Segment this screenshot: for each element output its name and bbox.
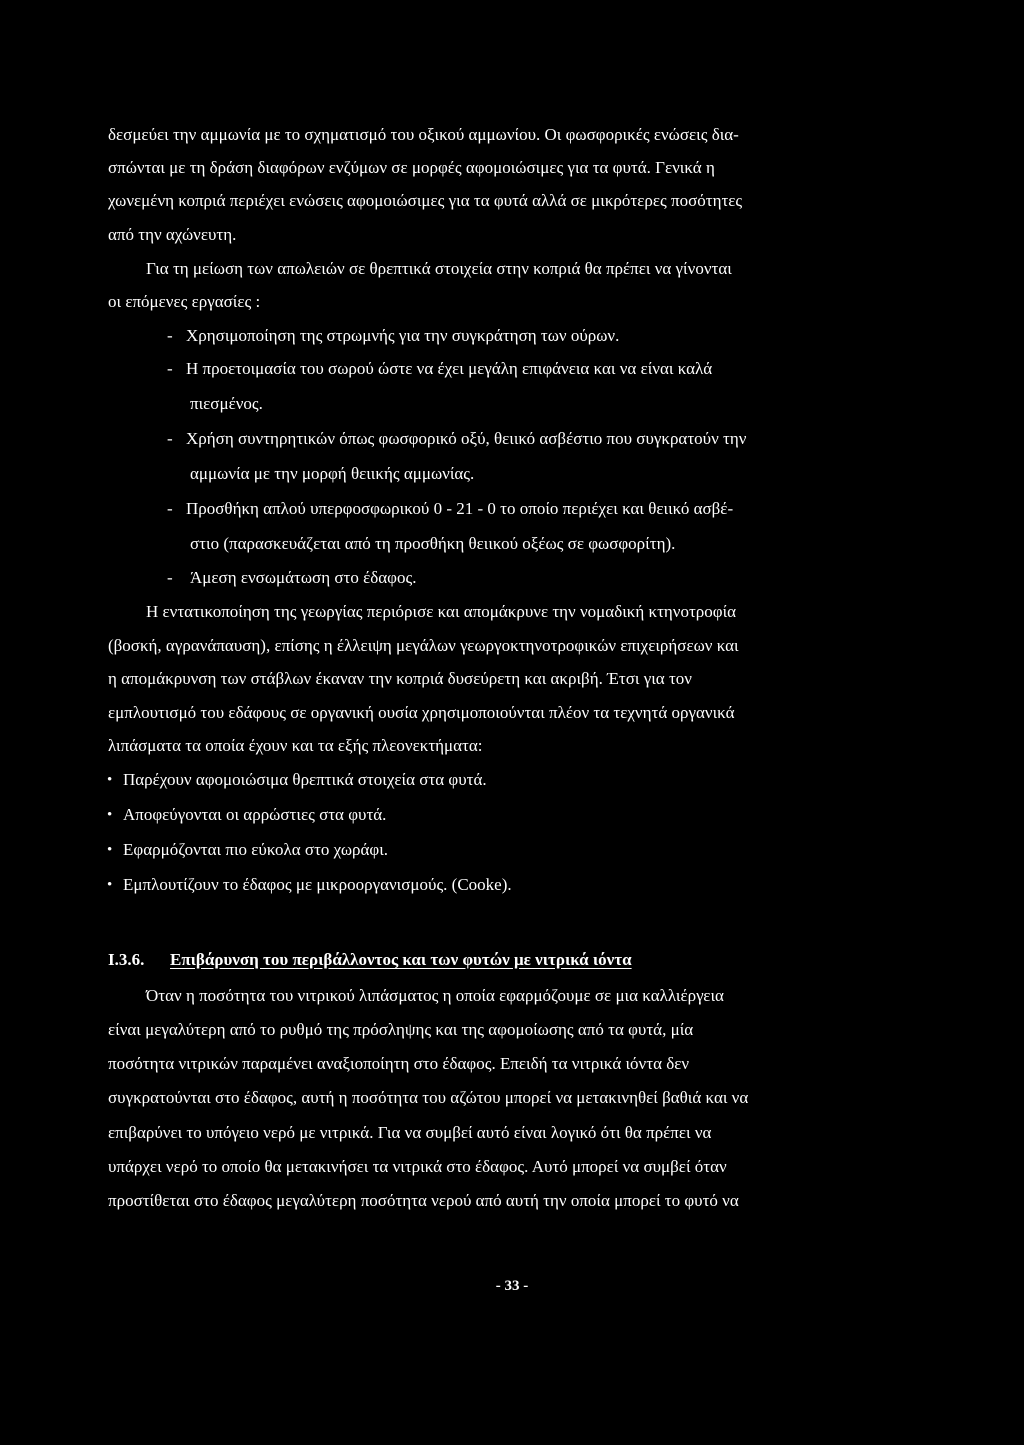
list-item-text: Χρήση συντηρητικών όπως φωσφορικό οξύ, θειικό ασβέστιο που συγκρατούν την <box>186 429 747 448</box>
dash-marker: - <box>167 326 173 345</box>
list-item-text: Εφαρμόζονται πιο εύκολα στο χωράφι. <box>123 840 389 859</box>
dash-marker: - <box>167 499 173 518</box>
text-line: Για τη μείωση των απωλειών σε θρεπτικά στοιχεία στην κοπριά θα πρέπει να γίνονται <box>146 259 732 278</box>
dash-marker: - <box>167 359 173 378</box>
list-item-text: Η προετοιμασία του σωρού ώστε να έχει μεγάλη επιφάνεια και να είναι καλά <box>186 359 713 378</box>
text-line: εμπλουτισμό του εδάφους σε οργανική ουσία χρησιμοποιούνται πλέον τα τεχνητά οργανικά <box>108 703 735 722</box>
text-line: από την αχώνευτη. <box>108 225 237 244</box>
list-item-text: Παρέχουν αφομοιώσιμα θρεπτικά στοιχεία στα φυτά. <box>123 770 487 789</box>
text-line: η απομάκρυνση των στάβλων έκαναν την κοπριά δυσεύρετη και ακριβή. Έτσι για τον <box>108 669 692 688</box>
section-number: Ι.3.6. <box>108 950 145 969</box>
text-line: σπώνται με τη δράση διαφόρων ενζύμων σε μορφές αφομοιώσιμες για τα φυτά. Γενικά η <box>108 158 715 177</box>
text-line: χωνεμένη κοπριά περιέχει ενώσεις αφομοιώσιμες για τα φυτά αλλά σε μικρότερες ποσότητες <box>108 191 743 210</box>
text-line: Όταν η ποσότητα του νιτρικού λιπάσματος η οποία εφαρμόζουμε σε μια καλλιέργεια <box>146 986 724 1005</box>
page-number: - 33 - <box>495 1278 529 1294</box>
text-line: ποσότητα νιτρικών παραμένει αναξιοποίητη στο έδαφος. Επειδή τα νιτρικά ιόντα δεν <box>108 1054 690 1073</box>
text-line: προστίθεται στο έδαφος μεγαλύτερη ποσότητα νερού από αυτή την οποία μπορεί το φυτό να <box>108 1191 739 1210</box>
section-title: Επιβάρυνση του περιβάλλοντος και των φυτών με νιτρικά ιόντα <box>170 950 632 969</box>
bullet-icon: • <box>107 772 113 788</box>
text-line: δεσμεύει την αμμωνία με το σχηματισμό του οξικού αμμωνίου. Οι φωσφορικές ενώσεις δια- <box>108 125 739 144</box>
text-line: επιβαρύνει το υπόγειο νερό με νιτρικά. Για να συμβεί αυτό είναι λογικό ότι θα πρέπει να <box>108 1123 712 1142</box>
list-item-text: Χρησιμοποίηση της στρωμνής για την συγκράτηση των ούρων. <box>186 326 620 345</box>
list-item-text: πιεσμένος. <box>190 394 263 413</box>
list-item-text: αμμωνία με την μορφή θειικής αμμωνίας. <box>190 464 475 483</box>
dash-marker: - <box>167 568 173 587</box>
bullet-icon: • <box>107 807 113 823</box>
text-line: λιπάσματα τα οποία έχουν και τα εξής πλεονεκτήματα: <box>108 736 483 755</box>
dash-marker: - <box>167 429 173 448</box>
text-line: οι επόμενες εργασίες : <box>108 292 261 311</box>
text-line: υπάρχει νερό το οποίο θα μετακινήσει τα νιτρικά στο έδαφος. Αυτό μπορεί να συμβεί όταν <box>108 1157 727 1176</box>
list-item-text: Αποφεύγονται οι αρρώστιες στα φυτά. <box>123 805 387 824</box>
list-item-text: στιο (παρασκευάζεται από τη προσθήκη θειικού οξέως σε φωσφορίτη). <box>190 534 676 553</box>
bullet-icon: • <box>107 877 113 893</box>
list-item-text: Άμεση ενσωμάτωση στο έδαφος. <box>190 568 417 587</box>
text-line: είναι μεγαλύτερη από το ρυθμό της πρόσληψης και της αφομοίωσης από τα φυτά, μία <box>108 1020 694 1039</box>
text-line: (βοσκή, αγρανάπαυση), επίσης η έλλειψη μεγάλων γεωργοκτηνοτροφικών επιχειρήσεων και <box>108 636 739 655</box>
list-item-text: Προσθήκη απλού υπερφοσφωρικού 0 - 21 - 0 το οποίο περιέχει και θειικό ασβέ- <box>186 499 734 518</box>
list-item-text: Εμπλουτίζουν το έδαφος με μικροοργανισμούς. (Cooke). <box>123 875 512 894</box>
bullet-icon: • <box>107 842 113 858</box>
text-line: Η εντατικοποίηση της γεωργίας περιόρισε και απομάκρυνε την νομαδική κτηνοτροφία <box>146 602 737 621</box>
text-line: συγκρατούνται στο έδαφος, αυτή η ποσότητα του αζώτου μπορεί να μετακινηθεί βαθιά και να <box>108 1088 749 1107</box>
